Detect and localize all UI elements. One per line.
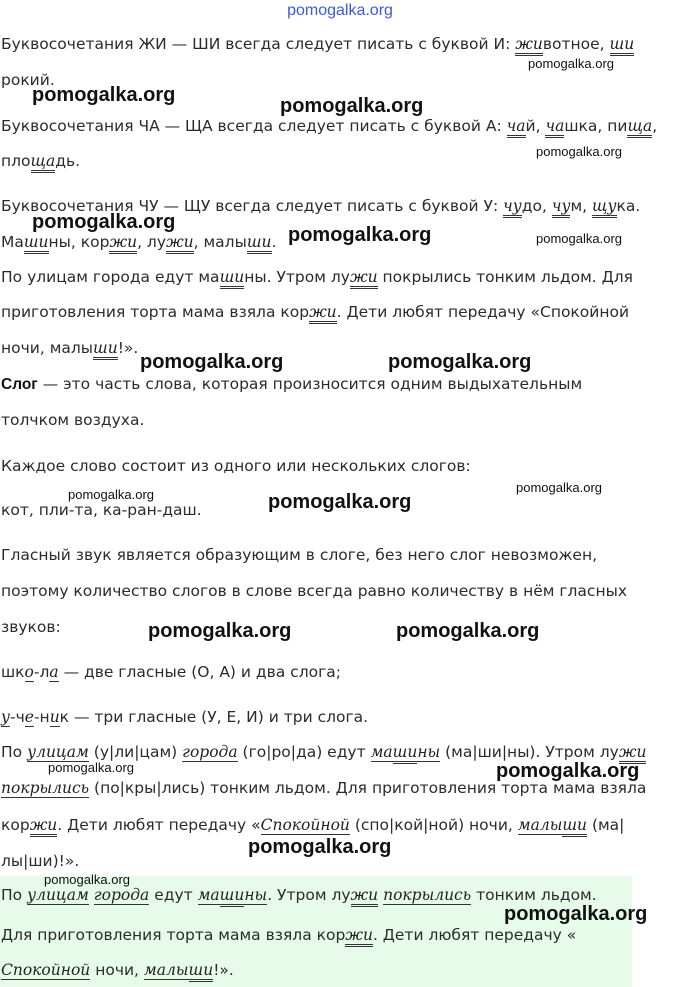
rule-zhi-shi-cont: рокий. [1,71,55,89]
syllable-definition-cont: толчком воздуха. [1,411,145,429]
rule-cha-shcha: Буквосочетания ЧА — ЩА всегда следует писать с буквой А: чай, чашка, пища, [1,116,657,136]
watermark: pomogalka.org [528,56,614,71]
site-header[interactable]: pomogalka.org [287,2,393,19]
rule-chu-shchu: Буквосочетания ЧУ — ЩУ всегда следует писать с буквой У: чудо, чум, щука. [1,196,640,216]
syllabified-line-2: покрылись (по|кры|лись) тонким льдом. Для приготовления торта мама взяла [1,779,647,797]
syllabified-line-4: лы|ши)!». [1,852,80,870]
syllable-definition: Слог — это часть слова, которая произносится одним выдыхательным [1,375,583,393]
rule-cha-shcha-cont: площадь. [1,151,80,171]
syllabified-line-3: коржи. Дети любят передачу «Спокойной (спо|кой|ной) ночи, малыши (ма| [1,815,624,835]
syllable-rule: Каждое слово состоит из одного или нескольких слогов: [1,457,471,475]
watermark: pomogalka.org [148,620,292,642]
watermark: pomogalka.org [496,760,640,782]
exercise-line-2: приготовления торта мама взяла коржи. Дети любят передачу «Спокойной [1,302,629,322]
watermark: pomogalka.org [396,620,540,642]
answer-line-1: По улицам города едут машины. Утром лужи покрылись тонким льдом. [1,885,597,905]
watermark: pomogalka.org [504,903,648,925]
vowel-rule-1: Гласный звук является образующим в слоге, без него слог невозможен, [1,546,598,564]
example-uchenik: у-че-ник — три гласные (У, Е, И) и три слога. [1,708,369,726]
example-shkola: шко-ла — две гласные (О, А) и два слога; [1,663,341,681]
syllable-examples: кот, пли-та, ка-ран-даш. [1,501,202,519]
watermark: pomogalka.org [536,144,622,159]
vowel-rule-2: поэтому количество слогов в слове всегда равно количеству в нём гласных [1,582,627,600]
examples-row: Машины, коржи, лужи, малыши. [1,232,276,252]
watermark: pomogalka.org [140,351,284,373]
watermark: pomogalka.org [248,836,392,858]
watermark: pomogalka.org [44,872,130,887]
syllabified-line-1: По улицам (у|ли|цам) города (го|ро|да) едут машины (ма|ши|ны). Утром лужи [1,742,646,762]
vowel-rule-3: звуков: [1,618,61,636]
watermark: pomogalka.org [280,95,424,117]
answer-line-3: Спокойной ночи, малыши!». [1,960,234,980]
rule-zhi-shi: Буквосочетания ЖИ — ШИ всегда следует писать с буквой И: животное, ши [1,34,634,54]
exercise-line-1: По улицам города едут машины. Утром лужи покрылись тонким льдом. Для [1,267,633,287]
watermark: pomogalka.org [268,491,412,513]
answer-line-2: Для приготовления торта мама взяла коржи. Дети любят передачу « [1,925,576,945]
watermark: pomogalka.org [388,351,532,373]
watermark: pomogalka.org [68,487,154,502]
watermark: pomogalka.org [32,211,176,233]
exercise-line-3: ночи, малыши!». [1,338,138,358]
watermark: pomogalka.org [48,760,134,775]
watermark: pomogalka.org [288,224,432,246]
watermark: pomogalka.org [516,480,602,495]
watermark: pomogalka.org [536,231,622,246]
watermark: pomogalka.org [32,84,176,106]
